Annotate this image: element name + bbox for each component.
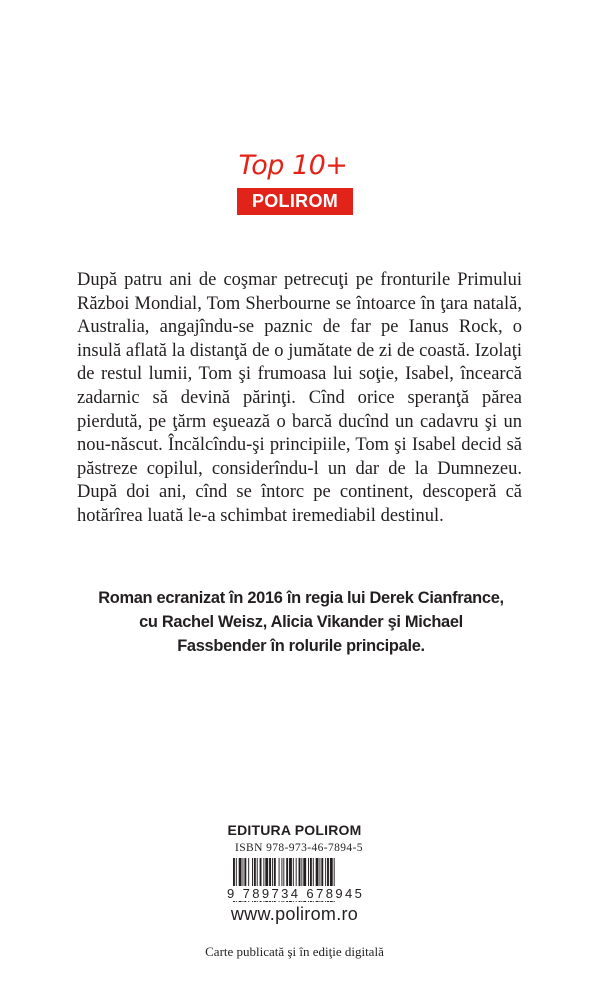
series-logo [237,150,353,215]
book-blurb: După patru ani de coşmar petrecuţi pe fronturile Primului Război Mondial, Tom Sherbourne se întoarce în ţara natală, Australia, angajîndu-se paznic de far pe Ianus Rock, o insulă aflată la distanţă de o jumătate de zi de coastă. Izolaţi de restul lumii, Tom şi frumoasa lui soţie, Isabel, încearcă zadarnic să devină părinţi. Cînd orice speranţă părea pierdută, pe ţărm eşuează o barcă ducînd un cadavru şi un nou-născut. Încălcîndu-şi principiile, Tom şi Isabel decid să păstreze copilul, considerîndu-l un dar de la Dumnezeu. După doi ani, cînd se întorc pe continent, descoperă că hotărîrea luată le-a schimbat iremediabil destinul. [77,270,522,526]
digital-edition-note: Carte publicată şi în ediţie digitală [205,944,384,959]
publisher-website: www.polirom.ro [230,904,359,924]
footer-publisher-name: EDITURA POLIROM [227,822,362,838]
publisher-badge: POLIROM [237,188,353,215]
barcode-digits-text: 9 789734 678945 [227,886,365,901]
barcode-digits [226,886,374,901]
film-adaptation-note: Roman ecranizat în 2016 în regia lui Derek Cianfrance, cu Rachel Weisz, Alicia Vikander şi Michael Fassbender în rolurile principale. [98,589,504,655]
isbn-label: ISBN 978-973-46-7894-5 [235,842,363,854]
series-name: Top 10+ [238,150,348,181]
